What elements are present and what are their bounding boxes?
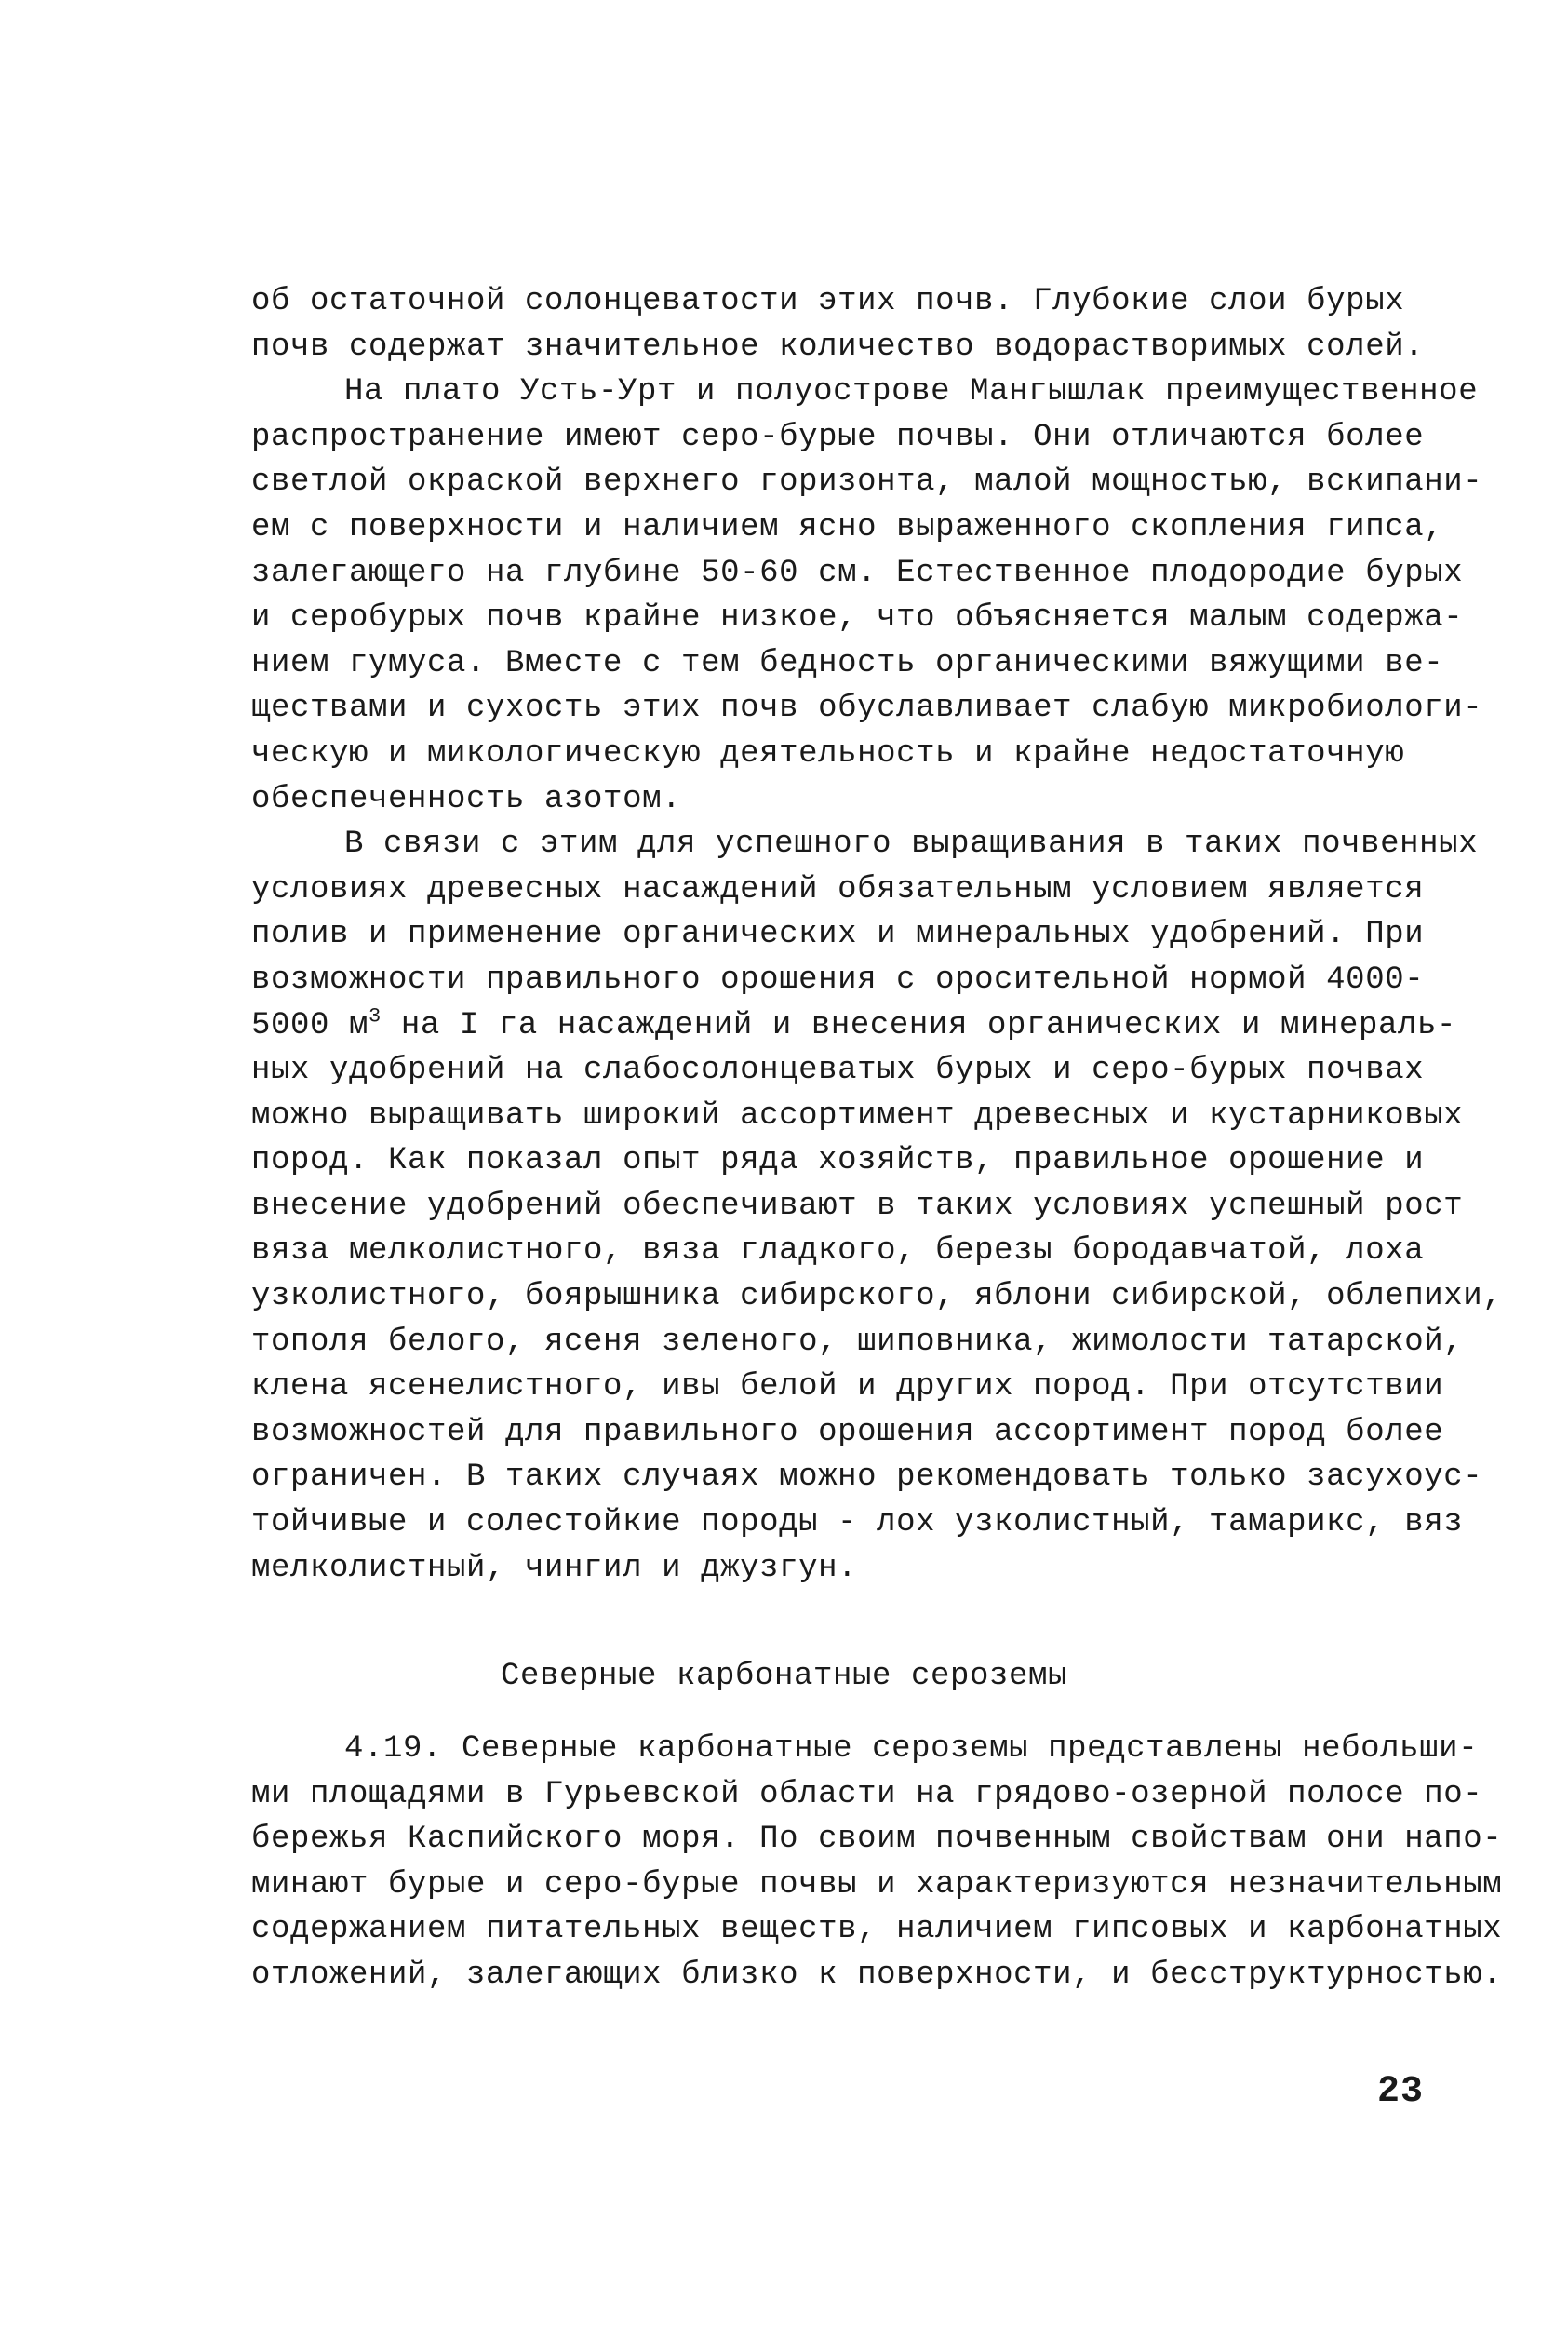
text-line: и серобурых почв крайне низкое, что объясняется малым содержа- bbox=[251, 600, 1464, 637]
text-fragment: 5000 м bbox=[251, 1007, 369, 1043]
text-line: возможностей для правильного орошения ассортимент пород более bbox=[251, 1414, 1444, 1450]
text-line: условиях древесных насаждений обязательным условием является bbox=[251, 871, 1425, 908]
text-line: узколистного, боярышника сибирского, яблони сибирской, облепихи, bbox=[251, 1279, 1503, 1315]
body-text-lower bbox=[251, 1727, 1503, 1998]
text-fragment: на I га насаждений и внесения органических и минераль- bbox=[381, 1007, 1457, 1043]
text-line: 4.19. Северные карбонатные сероземы представлены небольши- bbox=[344, 1731, 1479, 1767]
body-text-upper bbox=[251, 279, 1503, 1591]
text-line: тополя белого, ясеня зеленого, шиповника, жимолости татарской, bbox=[251, 1324, 1464, 1360]
text-line: ществами и сухость этих почв обуславливает слабую микробиологи- bbox=[251, 691, 1483, 727]
text-line: ми площадями в Гурьевской области на грядово-озерной полосе по- bbox=[251, 1776, 1483, 1812]
text-line: залегающего на глубине 50-60 см. Естественное плодородие бурых bbox=[251, 555, 1464, 591]
text-line: пород. Как показал опыт ряда хозяйств, правильное орошение и bbox=[251, 1143, 1425, 1179]
superscript: 3 bbox=[369, 1004, 382, 1029]
text-line: светлой окраской верхнего горизонта, малой мощностью, вскипани- bbox=[251, 464, 1483, 501]
text-line: ограничен. В таких случаях можно рекомендовать только засухоус- bbox=[251, 1459, 1483, 1496]
text-line: почв содержат значительное количество водорастворимых солей. bbox=[251, 329, 1425, 365]
text-line: можно выращивать широкий ассортимент древесных и кустарниковых bbox=[251, 1097, 1464, 1134]
text-line: ем с поверхности и наличием ясно выраженного скопления гипса, bbox=[251, 509, 1444, 545]
text-line: полив и применение органических и минеральных удобрений. При bbox=[251, 917, 1425, 953]
text-line: ных удобрений на слабосолонцеватых бурых и серо-бурых почвах bbox=[251, 1053, 1425, 1089]
text-line: бережья Каспийского моря. По своим почвенным свойствам они напо- bbox=[251, 1822, 1503, 1858]
text-line: В связи с этим для успешного выращивания в таких почвенных bbox=[344, 827, 1479, 863]
text-line: возможности правильного орошения с оросительной нормой 4000- bbox=[251, 962, 1425, 998]
text-line: мелколистный, чингил и джузгун. bbox=[251, 1550, 858, 1586]
text-line: распространение имеют серо-бурые почвы. Они отличаются более bbox=[251, 419, 1425, 455]
text-line: клена ясенелистного, ивы белой и других пород. При отсутствии bbox=[251, 1369, 1444, 1406]
text-line: ческую и микологическую деятельность и крайне недостаточную bbox=[251, 735, 1405, 772]
text-line: обеспеченность азотом. bbox=[251, 781, 682, 817]
page-number: 23 bbox=[1377, 2071, 1425, 2113]
text-line: тойчивые и солестойкие породы - лох узколистный, тамарикс, вяз bbox=[251, 1505, 1464, 1541]
text-line: внесение удобрений обеспечивают в таких условиях успешный рост bbox=[251, 1188, 1464, 1224]
text-line: минают бурые и серо-бурые почвы и характеризуются незначительным bbox=[251, 1866, 1503, 1903]
section-heading: Северные карбонатные сероземы bbox=[500, 1659, 1068, 1694]
text-line: На плато Усть-Урт и полуострове Мангышлак преимущественное bbox=[344, 374, 1479, 410]
text-line: вяза мелколистного, вяза гладкого, березы бородавчатой, лоха bbox=[251, 1233, 1425, 1270]
text-line bbox=[251, 1003, 1457, 1049]
text-line: нием гумуса. Вместе с тем бедность органическими вяжущими ве- bbox=[251, 645, 1444, 681]
text-line: об остаточной солонцеватости этих почв. Глубокие слои бурых bbox=[251, 284, 1405, 319]
text-line: содержанием питательных веществ, наличием гипсовых и карбонатных bbox=[251, 1912, 1503, 1948]
text-line: отложений, залегающих близко к поверхности, и бесструктурностью. bbox=[251, 1957, 1503, 1993]
